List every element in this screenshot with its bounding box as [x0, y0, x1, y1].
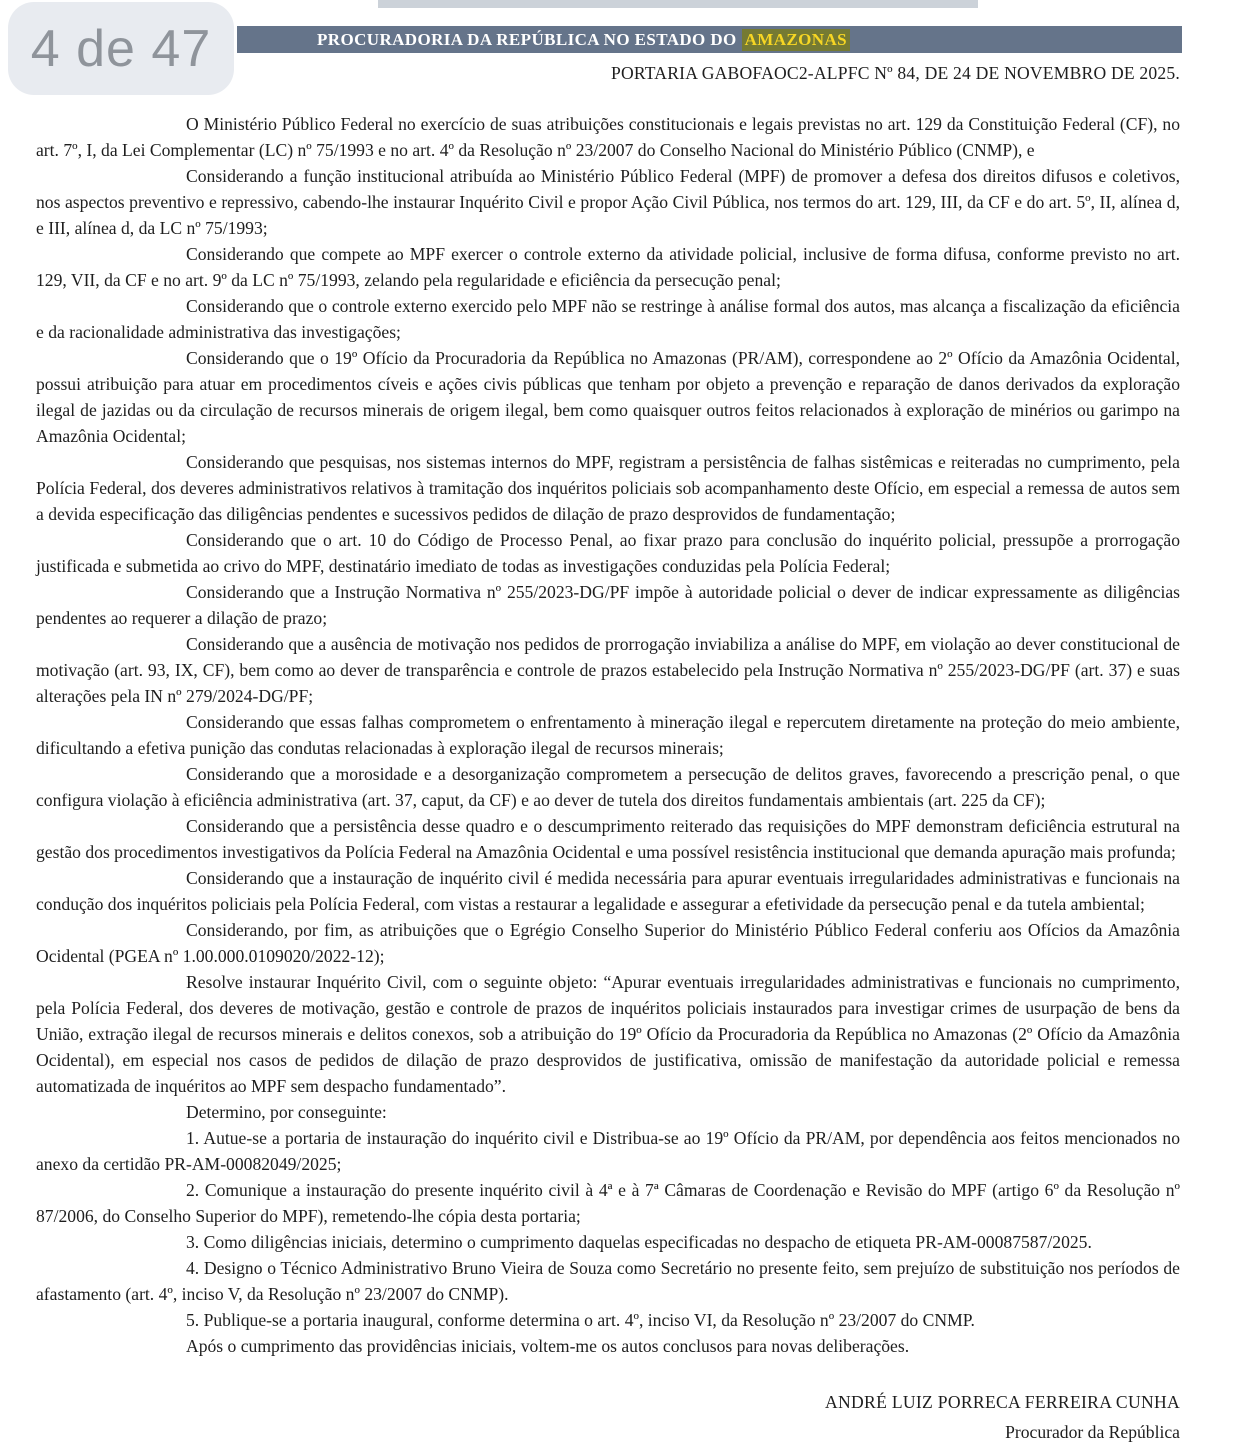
- paragraph: 2. Comunique a instauração do presente inquérito civil à 4ª e à 7ª Câmaras de Coordenação e Revisão do MPF (artigo 6º da Resolução nº 87/2006, do Conselho Superior do MPF), remetendo-lhe cópia desta portaria;: [36, 1180, 1180, 1226]
- paragraph: Considerando a função institucional atribuída ao Ministério Público Federal (MPF) de promover a defesa dos direitos difusos e coletivos, nos aspectos preventivo e repressivo, cabendo-lhe instaurar Inquérito Civil e propor Ação Civil Pública, nos termos do art. 129, III, da CF e do art. 5º, II, alínea d, e III, alínea d, da LC nº 75/1993;: [36, 166, 1180, 238]
- search-highlight-amazonas: AMAZONAS: [742, 29, 850, 51]
- page-number-label: 4 de 47: [30, 19, 212, 78]
- paragraph: 3. Como diligências iniciais, determino o cumprimento daquelas especificadas no despacho de etiqueta PR-AM-00087587/2025.: [186, 1232, 1092, 1252]
- paragraph: Considerando que a instauração de inquérito civil é medida necessária para apurar eventuais irregularidades administrativas e funcionais na condução dos inquéritos policiais pela Polícia Federal, com vistas a restaurar a legalidade e assegurar a efetividade da persecução penal e da tutela ambiental;: [36, 868, 1180, 914]
- paragraph: Considerando que o controle externo exercido pelo MPF não se restringe à análise formal dos autos, mas alcança a fiscalização da eficiência e da racionalidade administrativa das investigações;: [36, 296, 1180, 342]
- paragraph: Considerando que a ausência de motivação nos pedidos de prorrogação inviabiliza a análise do MPF, em violação ao dever constitucional de motivação (art. 93, IX, CF), bem como ao dever de transparência e controle de prazos estabelecido pela Instrução Normativa nº 255/2023-DG/PF (art. 37) e suas alterações pela IN nº 279/2024-DG/PF;: [36, 634, 1180, 706]
- paragraph: Considerando que a morosidade e a desorganização comprometem a persecução de delitos graves, favorecendo a prescrição penal, o que configura violação à eficiência administrativa (art. 37, caput, da CF) e ao dever de tutela dos direitos fundamentais ambientais (art. 225 da CF);: [36, 764, 1180, 810]
- document-title: PORTARIA GABOFAOC2-ALPFC Nº 84, DE 24 DE NOVEMBRO DE 2025.: [611, 63, 1180, 83]
- paragraph: 4. Designo o Técnico Administrativo Bruno Vieira de Souza como Secretário no presente feito, sem prejuízo de substituição nos períodos de afastamento (art. 4º, inciso V, da Resolução nº 23/2007 do CNMP).: [36, 1258, 1180, 1304]
- document-body: [36, 111, 1180, 1447]
- paragraph: 1. Autue-se a portaria de instauração do inquérito civil e Distribua-se ao 19º Ofício da PR/AM, por dependência aos feitos mencionados no anexo da certidão PR-AM-00082049/2025;: [36, 1128, 1180, 1174]
- paragraph: Considerando que essas falhas comprometem o enfrentamento à mineração ilegal e repercutem diretamente na proteção do meio ambiente, dificultando a efetiva punição das condutas relacionadas à exploração ilegal de recursos minerais;: [36, 712, 1180, 758]
- paragraph: O Ministério Público Federal no exercício de suas atribuições constitucionais e legais previstas no art. 129 da Constituição Federal (CF), no art. 7º, I, da Lei Complementar (LC) nº 75/1993 e no art. 4º da Resolução nº 23/2007 do Conselho Nacional do Ministério Público (CNMP), e: [36, 114, 1180, 160]
- previous-page-edge: [378, 0, 978, 8]
- paragraph: Determino, por conseguinte:: [186, 1102, 387, 1122]
- paragraph: Considerando que a Instrução Normativa nº 255/2023-DG/PF impõe à autoridade policial o dever de indicar expressamente as diligências pendentes ao requerer a dilação de prazo;: [36, 582, 1180, 628]
- paragraph: Considerando que a persistência desse quadro e o descumprimento reiterado das requisições do MPF demonstram deficiência estrutural na gestão dos procedimentos investigativos da Polícia Federal na Amazônia Ocidental e uma possível resistência institucional que demanda apuração mais profunda;: [36, 816, 1180, 862]
- paragraph: Considerando que compete ao MPF exercer o controle externo da atividade policial, inclusive de forma difusa, conforme previsto no art. 129, VII, da CF e no art. 9º da LC nº 75/1993, zelando pela regularidade e eficiência da persecução penal;: [36, 244, 1180, 290]
- letterhead-bar: [237, 26, 1182, 53]
- paragraph: Após o cumprimento das providências iniciais, voltem-me os autos conclusos para novas deliberações.: [186, 1336, 910, 1356]
- signature-role: Procurador da República: [1005, 1422, 1180, 1442]
- paragraph: Considerando que o 19º Ofício da Procuradoria da República no Amazonas (PR/AM), correspondene ao 2º Ofício da Amazônia Ocidental, possui atribuição para atuar em procedimentos cíveis e ações civis públicas que tenham por objeto a prevenção e reparação de danos derivados da exploração ilegal de jazidas ou da circulação de recursos minerais de origem ilegal, bem como quaisquer outros feitos relacionados à exploração de minérios ou garimpo na Amazônia Ocidental;: [36, 348, 1180, 446]
- signature-block: [36, 1387, 1180, 1447]
- paragraph-list: [36, 111, 1180, 1359]
- paragraph: 5. Publique-se a portaria inaugural, conforme determina o art. 4º, inciso VI, da Resolução nº 23/2007 do CNMP.: [186, 1310, 975, 1330]
- paragraph: Considerando, por fim, as atribuições que o Egrégio Conselho Superior do Ministério Público Federal conferiu aos Ofícios da Amazônia Ocidental (PGEA nº 1.00.000.0109020/2022-12);: [36, 920, 1180, 966]
- signature-name: ANDRÉ LUIZ PORRECA FERREIRA CUNHA: [825, 1392, 1180, 1412]
- paragraph: Considerando que o art. 10 do Código de Processo Penal, ao fixar prazo para conclusão do inquérito policial, pressupõe a prorrogação justificada e submetida ao crivo do MPF, destinatário imediato de todas as investigações conduzidas pela Polícia Federal;: [36, 530, 1180, 576]
- paragraph: Considerando que pesquisas, nos sistemas internos do MPF, registram a persistência de falhas sistêmicas e reiteradas no cumprimento, pela Polícia Federal, dos deveres administrativos relativos à tramitação dos inquéritos policiais sob acompanhamento deste Ofício, em especial a remessa de autos sem a devida especificação das diligências pendentes e sucessivos pedidos de dilação de prazo desprovidos de fundamentação;: [36, 452, 1180, 524]
- letterhead-text: PROCURADORIA DA REPÚBLICA NO ESTADO DO: [317, 29, 737, 49]
- paragraph: Resolve instaurar Inquérito Civil, com o seguinte objeto: “Apurar eventuais irregularidades administrativas e funcionais no cumprimento, pela Polícia Federal, dos deveres de motivação, gestão e controle de prazos de inquéritos policiais instaurados para investigar crimes de usurpação de bens da União, extração ilegal de recursos minerais e delitos conexos, sob a atribuição do 19º Ofício da Procuradoria da República no Amazonas (2º Ofício da Amazônia Ocidental), em especial nos casos de pedidos de dilação de prazo desprovidos de justificativa, omissão de manifestação da autoridade policial e remessa automatizada de inquéritos ao MPF sem despacho fundamentado”.: [36, 972, 1180, 1096]
